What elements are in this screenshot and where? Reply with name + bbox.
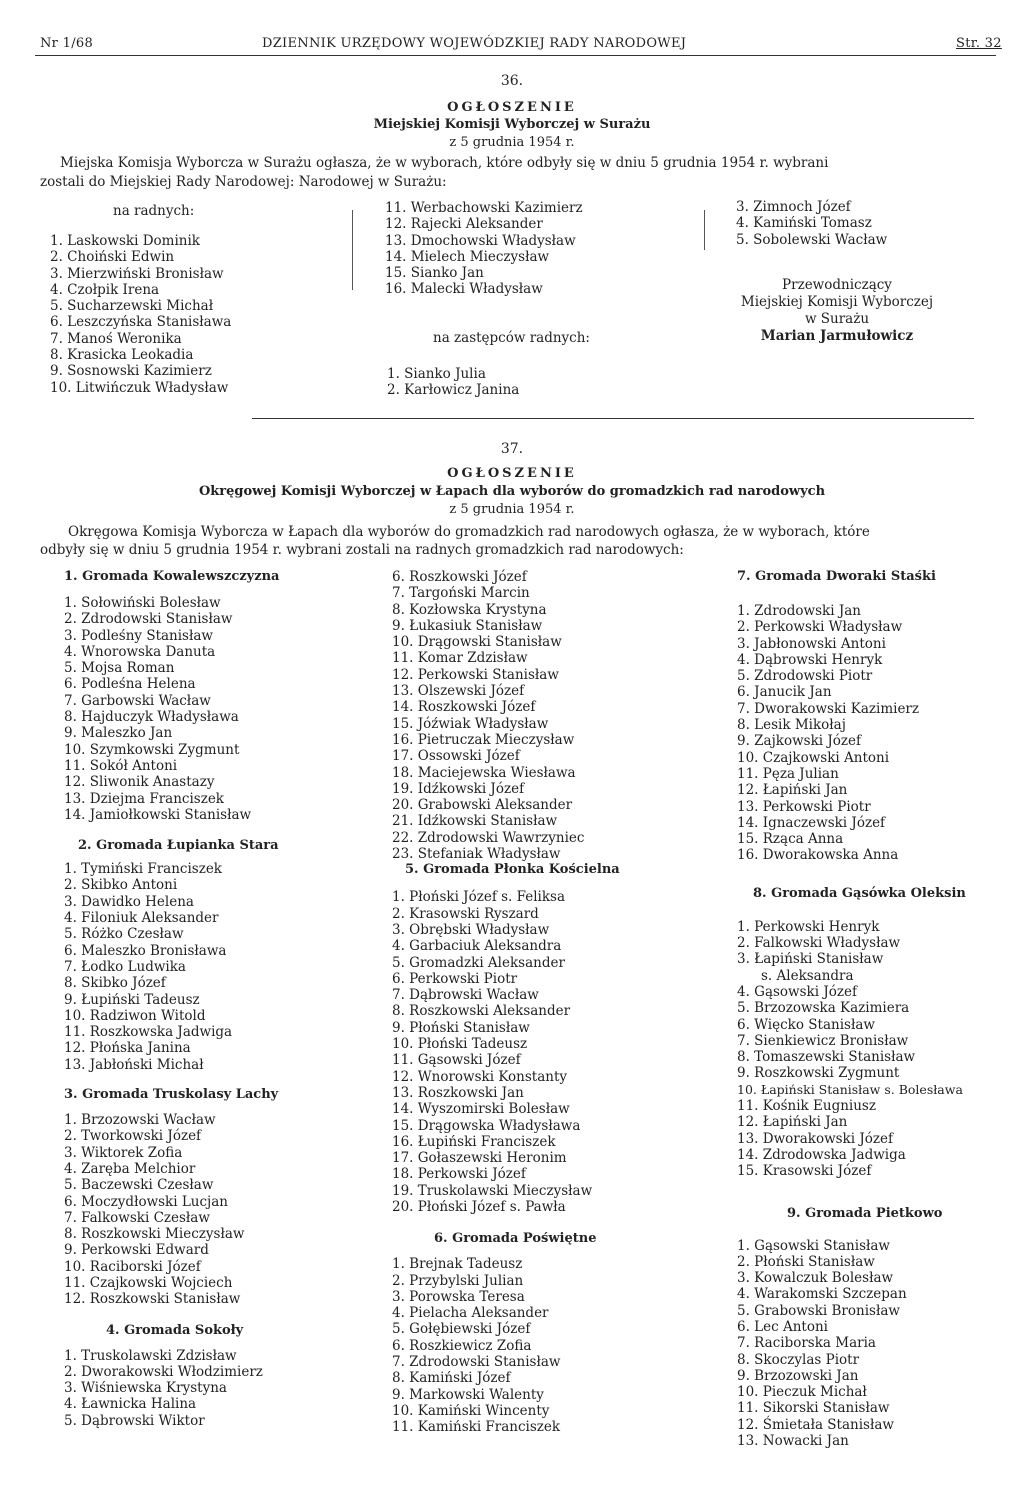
- list-item: 23. Stefaniak Władysław: [392, 846, 561, 863]
- list-item: 8. Tomaszewski Stanisław: [737, 1049, 916, 1066]
- list-item: 5. Grabowski Bronisław: [737, 1302, 900, 1319]
- signature-block: [722, 277, 952, 345]
- list-item: 13. Nowacki Jan: [737, 1433, 849, 1450]
- list-item: 15. Sianko Jan: [385, 265, 484, 282]
- gromada-5-list: [392, 889, 692, 1215]
- gromada-8-list: [737, 919, 997, 1180]
- list-item: 4. Ławnicka Halina: [64, 1396, 197, 1413]
- list-item: 4. Zaręba Melchior: [64, 1160, 196, 1177]
- announcement-36-date: z 5 grudnia 1954 r.: [449, 135, 575, 150]
- list-item: 11. Pęza Julian: [737, 765, 839, 782]
- gromada-4-list: [64, 1348, 364, 1429]
- list-item: 1. Perkowski Henryk: [737, 918, 880, 935]
- list-item: 14. Wyszomirski Bolesław: [392, 1101, 570, 1118]
- list-item: 14. Zdrodowska Jadwiga: [737, 1146, 906, 1163]
- list-item: 5. Gromadzki Aleksander: [392, 954, 565, 971]
- list-item: 12. Łapiński Jan: [737, 782, 848, 799]
- signature-place: w Surażu: [804, 311, 870, 327]
- list-item: 17. Gołaszewski Heronim: [392, 1150, 567, 1167]
- list-item: 11. Gąsowski Józef: [392, 1052, 521, 1069]
- list-item: 4. Czołpik Irena: [50, 281, 160, 298]
- list-item: 12. Śmietała Stanisław: [737, 1416, 894, 1433]
- list-item: 8. Roszkowski Mieczysław: [64, 1226, 245, 1243]
- announcement-36-text-line1: Miejska Komisja Wyborcza w Surażu ogłasza, że w wyborach, które odbyły się w dniu 5 grudnia 1954 r. wybrani: [60, 155, 829, 171]
- gromada-5-heading: 5. Gromada Płonka Kościelna: [405, 862, 620, 878]
- list-item: 9. Sosnowski Kazimierz: [50, 363, 212, 380]
- list-item: 10. Raciborski Józef: [64, 1258, 201, 1275]
- list-item: 14. Mielech Mieczysław: [385, 248, 550, 265]
- list-item: 7. Sienkiewicz Bronisław: [737, 1032, 909, 1049]
- gromada-8-heading: 8. Gromada Gąsówka Oleksin: [753, 885, 966, 901]
- list-item: 17. Ossowski Józef: [392, 748, 520, 765]
- list-item: 9. Zajkowski Józef: [737, 733, 862, 750]
- list-item: 6. Roszkowski Józef: [392, 569, 527, 585]
- column-divider: [704, 210, 705, 250]
- signature-committee: Miejskiej Komisji Wyborczej: [740, 294, 934, 310]
- gromada-4-heading: 4. Gromada Sokoły: [106, 1322, 244, 1338]
- list-item: 3. Podleśny Stanisław: [64, 627, 213, 644]
- list-item: 12. Perkowski Stanisław: [392, 666, 559, 683]
- gromada-7-list: [737, 603, 997, 864]
- list-item: 6. Moczydłowski Lucjan: [64, 1193, 228, 1210]
- list-item: 15. Drągowska Władysława: [392, 1117, 581, 1134]
- list-item: 10. Płoński Tadeusz: [392, 1036, 528, 1053]
- gromada-6-list: [392, 1256, 692, 1435]
- list-item: 11. Roszkowska Jadwiga: [64, 1024, 233, 1041]
- list-item: 12. Roszkowski Stanisław: [64, 1291, 241, 1308]
- column-divider: [352, 210, 353, 290]
- list-item: 5. Sobolewski Wacław: [736, 231, 888, 248]
- list-item: 20. Grabowski Aleksander: [392, 797, 573, 814]
- announcement-37-text-line1: Okręgowa Komisja Wyborcza w Łapach dla wyborów do gromadzkich rad narodowych ogłasza, że w wyborach, które: [68, 524, 870, 540]
- list-item: 4. Pielacha Aleksander: [392, 1305, 549, 1322]
- header-rule: [35, 55, 996, 56]
- list-item: 6. Lec Antoni: [737, 1318, 828, 1335]
- list-item: 3. Wiśniewska Krystyna: [64, 1380, 227, 1397]
- list-item: 6. Roszkiewicz Zofia: [392, 1337, 532, 1354]
- list-item: 12. Sliwonik Anastazy: [64, 774, 215, 791]
- list-item: 3. Wiktorek Zofia: [64, 1144, 183, 1161]
- list-item: 14. Roszkowski Józef: [392, 699, 536, 716]
- list-item: 7. Łodko Ludwika: [64, 958, 186, 975]
- list-item: 13. Olszewski Józef: [392, 683, 525, 700]
- list-item: 3. Zimnoch Józef: [736, 199, 851, 215]
- header-page-number: Str. 32: [956, 36, 1002, 51]
- list-item: 1. Zdrodowski Jan: [737, 603, 861, 619]
- announcement-36-text-line2: zostali do Miejskiej Rady Narodowej: Narodowej w Surażu:: [40, 174, 447, 190]
- list-item: 5. Sucharzewski Michał: [50, 298, 214, 315]
- list-item: 7. Garbowski Wacław: [64, 692, 211, 709]
- list-item: 8. Kozłowska Krystyna: [392, 601, 547, 618]
- list-item: 10. Kamiński Wincenty: [392, 1402, 550, 1419]
- list-item: 3. Obrębski Władysław: [392, 921, 550, 938]
- list-item: 2. Choiński Edwin: [50, 249, 175, 266]
- list-item: 2. Zdrodowski Stanisław: [64, 611, 233, 628]
- zastepcow-heading: na zastępców radnych:: [433, 330, 590, 346]
- list-item: 1. Sołowiński Bolesław: [64, 595, 221, 611]
- list-item: 5. Dąbrowski Wiktor: [64, 1412, 205, 1429]
- gromada-9-list: [737, 1238, 997, 1450]
- list-item: 15. Krasowski Józef: [737, 1163, 872, 1180]
- list-item: 2. Skibko Antoni: [64, 877, 178, 894]
- deputies-list-col3: [736, 199, 887, 248]
- list-item: 13. Perkowski Piotr: [737, 798, 871, 815]
- list-item: 4. Warakomski Szczepan: [737, 1286, 907, 1303]
- list-item: 9. Markowski Walenty: [392, 1386, 544, 1403]
- list-item: 4. Dąbrowski Henryk: [737, 651, 883, 668]
- list-item: 5. Baczewski Czesław: [64, 1177, 214, 1194]
- list-item: 9. Łupiński Tadeusz: [64, 991, 200, 1008]
- list-item: s. Aleksandra: [761, 967, 854, 984]
- gromada-9-heading: 9. Gromada Pietkowo: [787, 1205, 943, 1221]
- list-item: 1. Gąsowski Stanisław: [737, 1237, 890, 1254]
- gromada-6-heading: 6. Gromada Poświętne: [434, 1231, 597, 1247]
- list-item: 4. Kamiński Tomasz: [736, 215, 872, 232]
- list-item: 9. Perkowski Edward: [64, 1242, 209, 1259]
- list-item: 22. Zdrodowski Wawrzyniec: [392, 829, 585, 846]
- list-item: 19. Idźkowski Józef: [392, 780, 525, 797]
- gromada-7-heading: 7. Gromada Dworaki Staśki: [737, 569, 936, 584]
- list-item: 2. Perkowski Władysław: [737, 619, 903, 636]
- list-item: 13. Dmochowski Władysław: [385, 232, 576, 249]
- announcement-36-title: OGŁOSZENIE: [447, 100, 577, 115]
- signature-role: Przewodniczący: [782, 277, 892, 293]
- list-item: 8. Krasicka Leokadia: [50, 347, 194, 364]
- list-item: 3. Jabłonowski Antoni: [737, 635, 886, 652]
- list-item: 13. Jabłoński Michał: [64, 1056, 204, 1073]
- list-item: 10. Łapiński Stanisław s. Bolesława: [737, 1081, 963, 1097]
- list-item: 14. Ignaczewski Józef: [737, 814, 886, 831]
- announcement-37-date: z 5 grudnia 1954 r.: [449, 502, 575, 517]
- gromada-3-heading: 3. Gromada Truskolasy Lachy: [64, 1087, 279, 1103]
- list-item: 3. Łapiński Stanisław: [737, 951, 884, 968]
- list-item: 13. Roszkowski Jan: [392, 1084, 524, 1101]
- list-item: 11. Kamiński Franciszek: [392, 1419, 561, 1436]
- list-item: 6. Leszczyńska Stanisława: [50, 314, 232, 331]
- list-item: 5. Różko Czesław: [64, 926, 184, 943]
- list-item: 12. Rajecki Aleksander: [385, 216, 543, 233]
- list-item: 7. Targoński Marcin: [392, 585, 530, 602]
- list-item: 6. Janucik Jan: [737, 684, 832, 701]
- list-item: 1. Brejnak Tadeusz: [392, 1256, 523, 1273]
- column-3: [737, 569, 997, 1449]
- announcement-36-subtitle: Miejskiej Komisji Wyborczej w Surażu: [373, 117, 651, 132]
- list-item: 12. Płońska Janina: [64, 1040, 191, 1057]
- list-item: 8. Hajduczyk Władysława: [64, 709, 239, 726]
- list-item: 2. Karłowicz Janina: [387, 382, 520, 399]
- gromada-3-list: [64, 1112, 364, 1308]
- list-item: 12. Łapiński Jan: [737, 1114, 848, 1131]
- list-item: 10. Czajkowski Antoni: [737, 749, 890, 766]
- announcement-36-number: 36.: [500, 73, 524, 89]
- councillors-list-col1: [50, 233, 231, 396]
- list-item: 11. Sokół Antoni: [64, 757, 178, 774]
- gromada-1-list-continued: [392, 569, 692, 862]
- list-item: 3. Mierzwiński Bronisław: [50, 265, 224, 282]
- list-item: 12. Wnorowski Konstanty: [392, 1068, 568, 1085]
- list-item: 14. Jamiołkowski Stanisław: [64, 806, 252, 823]
- list-item: 3. Kowalczuk Bolesław: [737, 1270, 894, 1287]
- list-item: 10. Szymkowski Zygmunt: [64, 741, 240, 758]
- list-item: 13. Dworakowski Józef: [737, 1130, 893, 1147]
- list-item: 18. Perkowski Józef: [392, 1166, 526, 1183]
- list-item: 15. Jóźwiak Władysław: [392, 715, 549, 732]
- list-item: 7. Falkowski Czesław: [64, 1209, 210, 1226]
- list-item: 8. Skibko Józef: [64, 975, 166, 992]
- list-item: 16. Pietruczak Mieczysław: [392, 731, 575, 748]
- gromada-1-list: [64, 595, 364, 823]
- list-item: 21. Idźkowski Stanisław: [392, 813, 558, 830]
- list-item: 16. Malecki Władysław: [385, 281, 543, 298]
- list-item: 2. Krasowski Ryszard: [392, 905, 539, 922]
- list-item: 11. Komar Zdzisław: [392, 650, 528, 667]
- list-item: 10. Radziwon Witold: [64, 1007, 206, 1024]
- list-item: 1. Brzozowski Wacław: [64, 1112, 216, 1129]
- header-issue-number: Nr 1/68: [40, 36, 94, 51]
- list-item: 5. Brzozowska Kazimiera: [737, 1000, 910, 1017]
- list-item: 1. Tymiński Franciszek: [64, 861, 222, 878]
- gromada-2-list: [64, 861, 364, 1073]
- gromada-1-heading: 1. Gromada Kowalewszczyzna: [64, 569, 280, 584]
- list-item: 1. Truskolawski Zdzisław: [64, 1347, 237, 1364]
- column-1: [64, 569, 364, 1429]
- list-item: 9. Roszkowski Zygmunt: [737, 1065, 900, 1082]
- list-item: 2. Dworakowski Włodzimierz: [64, 1363, 263, 1380]
- list-item: 6. Więcko Stanisław: [737, 1016, 875, 1033]
- header-publication-title: DZIENNIK URZĘDOWY WOJEWÓDZKIEJ RADY NARODOWEJ: [262, 36, 687, 51]
- list-item: 6. Maleszko Bronisława: [64, 942, 227, 959]
- list-item: 5. Gołębiewski Józef: [392, 1321, 531, 1338]
- list-item: 8. Skoczylas Piotr: [737, 1351, 860, 1368]
- list-item: 11. Sikorski Stanisław: [737, 1400, 890, 1417]
- list-item: 10. Drągowski Stanisław: [392, 634, 562, 651]
- list-item: 16. Łupiński Franciszek: [392, 1133, 556, 1150]
- list-item: 9. Brzozowski Jan: [737, 1367, 859, 1384]
- list-item: 9. Maleszko Jan: [64, 725, 173, 742]
- list-item: 4. Garbaciuk Aleksandra: [392, 938, 562, 955]
- list-item: 7. Zdrodowski Stanisław: [392, 1354, 561, 1371]
- list-item: 4. Gąsowski Józef: [737, 983, 857, 1000]
- list-item: 15. Rząca Anna: [737, 831, 844, 848]
- list-item: 2. Falkowski Władysław: [737, 935, 901, 952]
- announcement-37-subtitle: Okręgowej Komisji Wyborczej w Łapach dla wyborów do gromadzkich rad narodowych: [198, 484, 826, 499]
- announcement-37-number: 37.: [500, 441, 524, 457]
- list-item: 7. Manoś Weronika: [50, 330, 182, 347]
- radnych-heading: na radnych:: [113, 203, 195, 219]
- list-item: 16. Dworakowska Anna: [737, 847, 899, 864]
- list-item: 10. Pieczuk Michał: [737, 1384, 867, 1401]
- list-item: 7. Raciborska Maria: [737, 1335, 876, 1352]
- list-item: 2. Płoński Stanisław: [737, 1253, 875, 1270]
- list-item: 19. Truskolawski Mieczysław: [392, 1182, 593, 1199]
- list-item: 8. Kamiński Józef: [392, 1370, 511, 1387]
- list-item: 4. Filoniuk Aleksander: [64, 910, 219, 927]
- list-item: 9. Łukasiuk Stanisław: [392, 617, 543, 634]
- list-item: 13. Dziejma Franciszek: [64, 790, 224, 807]
- list-item: 18. Maciejewska Wiesława: [392, 764, 576, 781]
- column-2: [392, 569, 692, 1436]
- section-separator: [252, 418, 974, 419]
- list-item: 9. Płoński Stanisław: [392, 1019, 530, 1036]
- list-item: 8. Roszkowski Aleksander: [392, 1003, 571, 1020]
- list-item: 5. Zdrodowski Piotr: [737, 668, 873, 685]
- councillors-list-col2: [385, 200, 583, 298]
- list-item: 7. Dworakowski Kazimierz: [737, 700, 919, 717]
- list-item: 2. Tworkowski Józef: [64, 1128, 202, 1145]
- list-item: 8. Lesik Mikołaj: [737, 717, 846, 734]
- list-item: 11. Werbachowski Kazimierz: [385, 200, 583, 216]
- list-item: 1. Laskowski Dominik: [50, 233, 200, 249]
- list-item: 6. Podleśna Helena: [64, 676, 196, 693]
- list-item: 1. Płoński Józef s. Feliksa: [392, 889, 566, 906]
- list-item: 11. Kośnik Eugniusz: [737, 1098, 876, 1115]
- list-item: 1. Sianko Julia: [387, 366, 486, 382]
- list-item: 4. Wnorowska Danuta: [64, 643, 216, 660]
- list-item: 20. Płoński Józef s. Pawła: [392, 1198, 566, 1215]
- list-item: 7. Dąbrowski Wacław: [392, 987, 539, 1004]
- list-item: 3. Dawidko Helena: [64, 893, 194, 910]
- list-item: 6. Perkowski Piotr: [392, 970, 518, 987]
- gromada-2-heading: 2. Gromada Łupianka Stara: [78, 838, 279, 854]
- announcement-37-title: OGŁOSZENIE: [447, 466, 577, 481]
- list-item: 5. Mojsa Roman: [64, 660, 175, 677]
- list-item: 2. Przybylski Julian: [392, 1272, 524, 1289]
- list-item: 11. Czajkowski Wojciech: [64, 1274, 233, 1291]
- announcement-37-text-line2: odbyły się w dniu 5 grudnia 1954 r. wybrani zostali na radnych gromadzkich rad narodowych:: [40, 542, 684, 558]
- list-item: 3. Porowska Teresa: [392, 1288, 525, 1305]
- list-item: 10. Litwińczuk Władysław: [50, 379, 229, 396]
- signature-name: Marian Jarmułowicz: [760, 328, 914, 344]
- deputies-list: [387, 366, 519, 399]
